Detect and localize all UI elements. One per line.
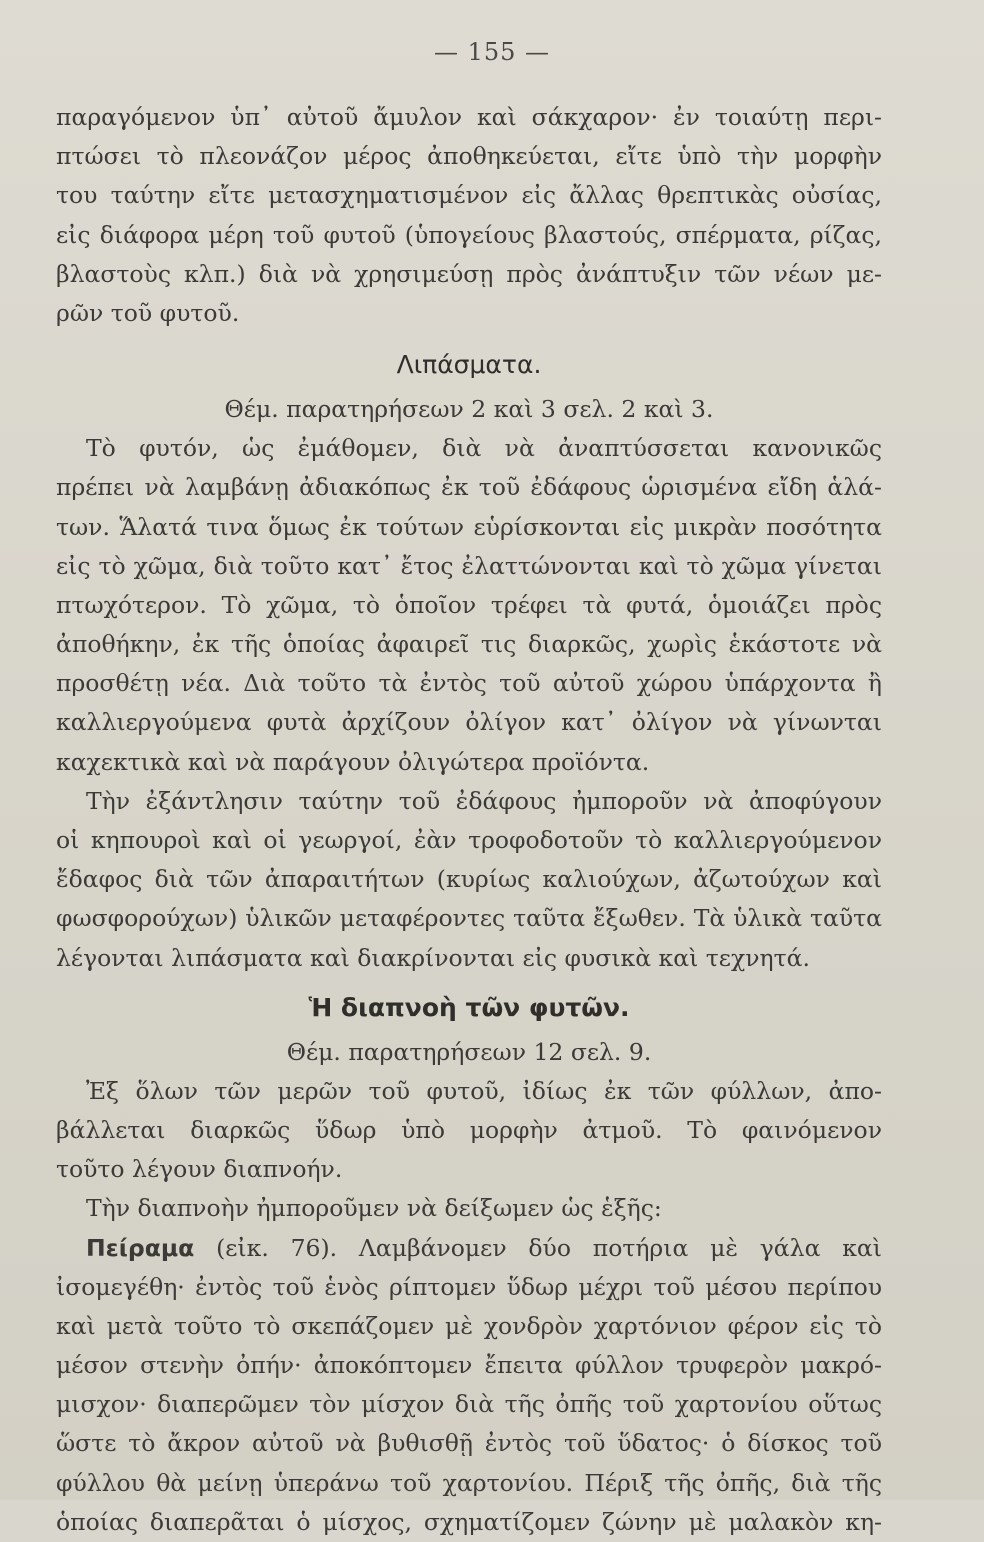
text-line: φωσφορούχων) ὑλικῶν μεταφέροντες ταῦτα ἔξωθεν. Τὰ ὑλικὰ ταῦτα (56, 904, 882, 933)
text-line: πρέπει νὰ λαμβάνῃ ἀδιακόπως ἐκ τοῦ ἐδάφους ὡρισμένα εἴδη ἁλά- (56, 473, 882, 502)
text-line: ρῶν τοῦ φυτοῦ. (56, 298, 240, 327)
text-line: Τὴν διαπνοὴν ἠμποροῦμεν νὰ δείξωμεν ὡς ἑξῆς: (86, 1194, 662, 1223)
text-line: καλλιεργούμενα φυτὰ ἀρχίζουν ὀλίγον κατ᾿ ὀλίγον νὰ γίνωνται (56, 708, 882, 737)
section-heading-transpiration: Ἡ διαπνοὴ τῶν φυτῶν. (308, 992, 630, 1022)
text-line: ἀποθήκην, ἐκ τῆς ὁποίας ἀφαιρεῖ τις διαρκῶς, χωρὶς ἑκάστοτε νὰ (56, 630, 882, 659)
text-line: πτώσει τὸ πλεονάζον μέρος ἀποθηκεύεται, εἴτε ὑπὸ τὴν μορφὴν (56, 142, 882, 171)
text-line: καὶ μετὰ τοῦτο τὸ σκεπάζομεν μὲ χονδρὸν χαρτόνιον φέρον εἰς τὸ (56, 1311, 882, 1340)
section-reference: Θέμ. παρατηρήσεων 2 καὶ 3 σελ. 2 καὶ 3. (224, 395, 714, 424)
page-text (56, 98, 882, 1542)
text-line: ὁποίας διαπερᾶται ὁ μίσχος, σχηματίζομεν ζώνην μὲ μαλακὸν κη- (56, 1507, 882, 1536)
text-line: εἰς διάφορα μέρη τοῦ φυτοῦ (ὑπογείους βλαστούς, σπέρματα, ρίζας, (56, 220, 882, 249)
text-line: Τὴν ἐξάντλησιν ταύτην τοῦ ἐδάφους ἠμποροῦν νὰ ἀποφύγουν (86, 786, 882, 815)
text-line: μέσον στενὴν ὀπήν· ἀποκόπτομεν ἔπειτα φύλλον τρυφερὸν μακρό- (56, 1351, 882, 1380)
section-reference: Θέμ. παρατηρήσεων 12 σελ. 9. (286, 1037, 652, 1066)
text-line: τοῦτο λέγουν διαπνοήν. (56, 1155, 343, 1184)
text-line: προσθέτῃ νέα. Διὰ τοῦτο τὰ ἐντὸς τοῦ αὐτοῦ χώρου ὑπάρχοντα ἢ (56, 669, 882, 698)
text-line: μισχον· διαπερῶμεν τὸν μίσχον διὰ τῆς ὀπῆς τοῦ χαρτονίου οὕτως (56, 1390, 882, 1419)
text-fragment: (εἰκ. 76). Λαμβάνομεν δύο ποτήρια μὲ γάλα καὶ (216, 1233, 882, 1262)
experiment-label: Πείραμα (86, 1233, 195, 1262)
text-line: εἰς τὸ χῶμα, διὰ τοῦτο κατ᾿ ἔτος ἐλαττώνονται καὶ τὸ χῶμα γίνεται (56, 551, 882, 580)
text-line: καχεκτικὰ καὶ νὰ παράγουν ὀλιγώτερα προϊόντα. (56, 747, 650, 776)
text-line: των. Ἅλατά τινα ὅμως ἐκ τούτων εὑρίσκονται εἰς μικρὰν ποσότητα (56, 512, 882, 541)
text-line: φύλλου θὰ μείνῃ ὑπεράνω τοῦ χαρτονίου. Πέριξ τῆς ὀπῆς, διὰ τῆς (56, 1468, 882, 1497)
text-line: Τὸ φυτόν, ὡς ἐμάθομεν, διὰ νὰ ἀναπτύσσεται κανονικῶς (86, 434, 882, 463)
text-line: ὥστε τὸ ἄκρον αὐτοῦ νὰ βυθισθῇ ἐντὸς τοῦ ὕδατος· ὁ δίσκος τοῦ (56, 1429, 882, 1458)
text-line: ἰσομεγέθη· ἐντὸς τοῦ ἑνὸς ρίπτομεν ὕδωρ μέχρι τοῦ μέσου περίπου (56, 1272, 882, 1301)
text-line: του ταύτην εἴτε μετασχηματισμένον εἰς ἄλλας θρεπτικὰς οὐσίας, (56, 181, 882, 210)
text-line: βάλλεται διαρκῶς ὕδωρ ὑπὸ μορφὴν ἀτμοῦ. Τὸ φαινόμενον (56, 1115, 882, 1144)
section-heading-fertilizers: Λιπάσματα. (396, 350, 542, 380)
page-number: — 155 — (433, 38, 551, 66)
text-line: οἱ κηπουροὶ καὶ οἱ γεωργοί, ἐὰν τροφοδοτοῦν τὸ καλλιεργούμενον (56, 826, 882, 854)
text-line: ἔδαφος διὰ τῶν ἀπαραιτήτων (κυρίως καλιούχων, ἀζωτούχων καὶ (56, 865, 882, 894)
text-line: πτωχότερον. Τὸ χῶμα, τὸ ὁποῖον τρέφει τὰ φυτά, ὁμοιάζει πρὸς (56, 590, 882, 619)
text-line: Ἐξ ὅλων τῶν μερῶν τοῦ φυτοῦ, ἰδίως ἐκ τῶν φύλλων, ἀπο- (86, 1076, 882, 1105)
text-line: λέγονται λιπάσματα καὶ διακρίνονται εἰς φυσικὰ καὶ τεχνητά. (56, 943, 810, 972)
text-line: παραγόμενον ὑπ᾿ αὐτοῦ ἄμυλον καὶ σάκχαρον· ἐν τοιαύτῃ περι- (56, 103, 882, 131)
text-line (56, 1229, 882, 1268)
text-line: βλαστοὺς κλπ.) διὰ νὰ χρησιμεύσῃ πρὸς ἀνάπτυξιν τῶν νέων με- (56, 259, 882, 288)
